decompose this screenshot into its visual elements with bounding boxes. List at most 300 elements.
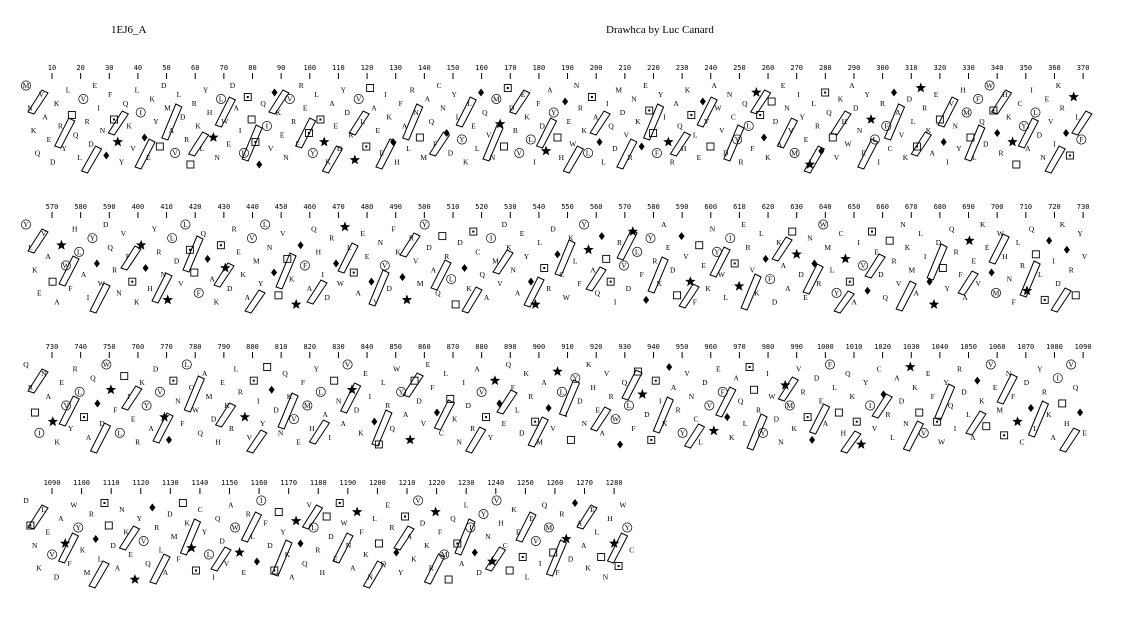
residue-letter: W	[336, 279, 345, 289]
serine-dot	[807, 416, 809, 418]
residue-letter: R	[57, 121, 63, 131]
serine-dot	[113, 119, 115, 121]
residue-letter: A	[785, 283, 791, 293]
residue-letter: A	[289, 572, 295, 582]
residue-letter: Y	[23, 220, 29, 229]
residue-letter: E	[925, 369, 931, 379]
residue-letter: R	[953, 247, 959, 257]
axis-tick-label: 10	[47, 64, 57, 72]
residue-letter: Y	[480, 509, 487, 519]
residue-letter: R	[998, 148, 1004, 158]
residue-letter: I	[605, 99, 609, 108]
proline-star	[113, 137, 124, 147]
residue-letter: F	[113, 405, 118, 415]
residue-letter: R	[408, 233, 414, 243]
residue-letter: L	[528, 135, 534, 144]
residue-letter: F	[1011, 297, 1016, 307]
residue-letter: K	[1046, 410, 1052, 420]
residue-letter: L	[184, 360, 190, 369]
proline-star	[48, 416, 58, 426]
residue-letter: L	[746, 121, 751, 131]
residue-letter: Q	[742, 99, 748, 108]
residue-letter: N	[489, 153, 496, 162]
proline-star	[163, 294, 174, 304]
residue-letter: K	[1059, 220, 1066, 229]
axis-tick-label: 420	[188, 203, 202, 211]
residue-letter: C	[436, 81, 442, 90]
axis-tick-label: 1190	[339, 479, 357, 487]
residue-letter: Y	[459, 135, 465, 144]
serine-dot	[103, 502, 105, 504]
residue-letter: C	[197, 505, 203, 514]
residue-letter: K	[134, 297, 140, 307]
residue-letter: N	[807, 233, 813, 243]
residue-letter: V	[280, 229, 286, 239]
residue-letter: E	[818, 396, 824, 406]
glycine-diamond	[103, 152, 109, 160]
residue-letter: V	[871, 423, 878, 433]
residue-letter: W	[768, 391, 776, 401]
residue-letter: K	[149, 94, 155, 104]
residue-letter: A	[576, 518, 583, 528]
residue-letter: Q	[947, 401, 954, 410]
residue-letter: I	[613, 297, 617, 307]
axis-tick-label: 20	[76, 64, 85, 72]
axis-tick-label: 350	[1019, 64, 1033, 72]
threonine-square	[751, 386, 758, 393]
residue-letter: Y	[89, 233, 96, 243]
axis-tick-label: 930	[618, 343, 632, 351]
proline-star	[1007, 137, 1018, 147]
residue-letter: C	[838, 229, 844, 239]
residue-letter: L	[585, 148, 591, 158]
serine-dot	[485, 416, 487, 418]
glycine-diamond	[572, 499, 578, 507]
residue-letter: D	[219, 536, 225, 546]
hydrophobic-cluster-contour	[927, 244, 947, 280]
residue-letter: R	[577, 103, 583, 113]
axis-tick-label: 720	[1048, 203, 1061, 211]
glycine-diamond	[271, 269, 277, 277]
residue-letter: M	[83, 568, 91, 577]
proline-star	[234, 547, 244, 557]
threonine-square	[500, 143, 507, 150]
serine-dot	[849, 281, 851, 283]
residue-letter: R	[228, 423, 234, 433]
axis-tick-label: 200	[589, 64, 603, 72]
residue-letter: N	[688, 391, 695, 401]
threonine-square	[768, 98, 775, 105]
residue-letter: D	[416, 396, 422, 406]
axis-tick-label: 370	[1076, 64, 1090, 72]
residue-letter: Y	[523, 251, 530, 261]
residue-letter: N	[573, 81, 580, 90]
residue-letter: A	[1025, 144, 1031, 153]
residue-letter: D	[50, 157, 56, 167]
residue-letter: L	[971, 153, 977, 162]
residue-letter: Y	[118, 157, 125, 167]
residue-letter: E	[425, 360, 431, 369]
residue-letter: K	[289, 274, 295, 284]
residue-letter: R	[315, 545, 321, 555]
residue-letter: D	[210, 414, 217, 424]
residue-letter: N	[581, 419, 588, 429]
axis-tick-label: 80	[248, 64, 257, 72]
axis-tick-label: 810	[274, 343, 288, 351]
residue-letter: H	[960, 85, 966, 95]
axis-tick-label: 1110	[102, 479, 120, 487]
proline-star	[352, 507, 363, 517]
residue-letter: K	[36, 563, 42, 573]
serine-dot	[543, 267, 545, 269]
residue-letter: A	[340, 419, 346, 429]
residue-letter: F	[430, 382, 435, 392]
serine-dot	[339, 502, 341, 504]
residue-letter: K	[1005, 112, 1012, 122]
residue-letter: Y	[340, 85, 347, 95]
residue-letter: H	[840, 428, 847, 438]
residue-letter: V	[420, 419, 427, 429]
serine-dot	[871, 231, 873, 233]
proline-star	[1069, 92, 1079, 102]
residue-letter: L	[811, 99, 816, 108]
residue-letter: Q	[450, 514, 456, 523]
glycine-diamond	[472, 549, 478, 557]
residue-letter: M	[786, 401, 794, 410]
glycine-diamond	[94, 259, 100, 267]
residue-letter: K	[452, 414, 458, 424]
threonine-square	[179, 500, 186, 507]
residue-letter: K	[32, 265, 38, 275]
residue-letter: Q	[90, 373, 96, 383]
residue-letter: D	[180, 112, 186, 122]
protein-title: 1EJ6_A	[111, 24, 147, 36]
residue-letter: I	[139, 108, 142, 117]
axis-tick-label: 890	[503, 343, 517, 351]
residue-letter: R	[922, 103, 928, 113]
residue-letter: R	[528, 391, 534, 401]
residue-letter: A	[322, 410, 328, 420]
residue-letter: R	[84, 117, 90, 126]
hydrophobic-cluster-contour	[135, 139, 155, 169]
residue-letter: N	[367, 572, 373, 582]
residue-letter: H	[1002, 90, 1008, 99]
serine-dot	[522, 556, 524, 558]
residue-letter: M	[615, 85, 623, 95]
residue-letter: R	[745, 242, 751, 252]
proline-star	[340, 222, 350, 232]
residue-letter: L	[559, 387, 565, 397]
axis-tick-label: 1220	[428, 479, 446, 487]
residue-letter: K	[849, 391, 855, 401]
residue-letter: K	[424, 541, 430, 550]
residue-letter: R	[389, 523, 395, 532]
residue-letter: F	[510, 382, 515, 392]
axis-tick-label: 290	[847, 64, 861, 72]
serine-dot	[319, 119, 321, 121]
residue-letter: V	[291, 414, 297, 424]
residue-letter: D	[669, 265, 676, 275]
glycine-diamond	[478, 89, 484, 97]
residue-letter: K	[224, 401, 230, 410]
residue-letter: W	[938, 437, 946, 447]
residue-letter: E	[715, 364, 721, 374]
threonine-square	[331, 377, 338, 384]
serine-dot	[195, 570, 197, 572]
residue-letter: A	[541, 378, 547, 388]
axis-tick-label: 1090	[1074, 343, 1092, 351]
residue-letter: W	[62, 261, 70, 270]
residue-letter: F	[654, 148, 660, 158]
residue-letter: Y	[760, 428, 766, 438]
residue-letter: Q	[282, 369, 288, 379]
residue-letter: M	[536, 437, 543, 447]
axis-tick-label: 630	[790, 203, 804, 211]
residue-letter: Y	[75, 523, 81, 532]
axis-tick-label: 1120	[132, 479, 150, 487]
residue-letter: K	[54, 437, 60, 447]
axis-tick-label: 1260	[546, 479, 564, 487]
residue-letter: R	[184, 135, 190, 144]
residue-letter: D	[386, 283, 392, 293]
residue-letter: L	[41, 505, 46, 514]
axis-tick-label: 500	[418, 203, 431, 211]
residue-letter: N	[903, 419, 909, 429]
axis-tick-label: 1020	[874, 343, 892, 351]
residue-letter: A	[894, 373, 900, 383]
residue-letter: L	[829, 265, 835, 275]
residue-letter: K	[979, 220, 986, 229]
residue-letter: A	[514, 288, 521, 298]
residue-letter: I	[923, 251, 927, 261]
residue-letter: R	[156, 247, 162, 257]
residue-letter: W	[97, 279, 105, 289]
threonine-square	[452, 301, 459, 308]
residue-letter: R	[512, 126, 518, 135]
residue-letter: Q	[260, 99, 266, 108]
axis-tick-label: 210	[618, 64, 632, 72]
residue-letter: K	[363, 550, 369, 559]
residue-letter: A	[1050, 432, 1056, 442]
residue-letter: A	[168, 126, 175, 135]
threonine-square	[886, 237, 893, 244]
serine-dot	[618, 565, 620, 567]
proline-star	[552, 366, 562, 376]
residue-letter: L	[1033, 423, 1038, 433]
axis-tick-label: 100	[303, 64, 317, 72]
axis-tick-label: 560	[589, 203, 603, 211]
hydrophobic-cluster-contour	[466, 427, 486, 453]
axis-tick-label: 650	[847, 203, 861, 211]
residue-letter: I	[728, 233, 732, 243]
axis-tick-label: 310	[904, 64, 918, 72]
residue-letter: V	[246, 432, 253, 442]
residue-letter: K	[139, 378, 145, 388]
glycine-diamond	[496, 399, 502, 407]
glycine-diamond	[555, 250, 561, 258]
residue-letter: F	[437, 527, 443, 537]
proline-star	[291, 299, 302, 309]
axis-tick-label: 570	[45, 203, 59, 211]
residue-letter: I	[1053, 139, 1056, 149]
residue-letter: F	[302, 261, 308, 270]
residue-letter: V	[795, 364, 802, 374]
hydrophobic-cluster-contour	[120, 526, 140, 550]
residue-letter: R	[956, 364, 962, 374]
axis-tick-label: 1230	[457, 479, 475, 487]
axis-tick-label: 900	[532, 343, 546, 351]
residue-letter: L	[314, 90, 319, 99]
axis-tick-label: 1040	[931, 343, 949, 351]
threonine-square	[49, 278, 56, 285]
glycine-diamond	[643, 296, 649, 304]
axis-tick-label: 60	[190, 64, 200, 72]
residue-letter: V	[623, 130, 630, 140]
residue-letter: Q	[479, 270, 485, 280]
residue-letter: V	[706, 401, 713, 410]
residue-letter: Y	[833, 288, 840, 298]
residue-letter: F	[639, 270, 644, 280]
residue-letter: E	[595, 405, 600, 415]
residue-letter: V	[749, 265, 756, 275]
residue-letter: E	[36, 288, 42, 298]
residue-letter: I	[565, 410, 568, 420]
axis-tick-label: 340	[990, 64, 1004, 72]
residue-letter: N	[856, 126, 863, 135]
glycine-diamond	[368, 278, 374, 286]
residue-letter: N	[277, 428, 284, 438]
residue-letter: I	[127, 391, 130, 401]
residue-letter: A	[114, 563, 121, 573]
hydrophobic-cluster-contour	[462, 287, 482, 313]
residue-letter: R	[546, 283, 552, 293]
residue-letter: F	[577, 279, 582, 289]
axis-tick-label: 600	[704, 203, 718, 211]
threonine-square	[598, 554, 605, 561]
residue-letter: V	[921, 428, 927, 438]
axis-tick-label: 1160	[250, 479, 268, 487]
residue-letter: L	[467, 99, 472, 108]
threonine-square	[674, 292, 681, 299]
residue-letter: R	[608, 391, 614, 401]
threonine-square	[1032, 251, 1039, 258]
residue-letter: F	[555, 568, 560, 577]
axis-tick-label: 680	[933, 203, 947, 211]
residue-letter: K	[684, 85, 691, 95]
residue-letter: H	[1002, 251, 1008, 261]
residue-letter: M	[416, 279, 424, 289]
residue-letter: A	[962, 292, 968, 302]
residue-letter: Q	[845, 369, 851, 379]
residue-letter: L	[176, 90, 182, 99]
residue-letter: R	[329, 233, 335, 243]
axis-tick-label: 820	[303, 343, 317, 351]
residue-letter: Y	[864, 90, 870, 99]
residue-letter: D	[173, 256, 180, 266]
hydrophobic-cluster-contour	[911, 132, 931, 156]
axis-tick-label: 990	[790, 343, 804, 351]
threonine-square	[554, 134, 561, 141]
residue-letter: D	[798, 270, 804, 280]
axis-tick-label: 790	[217, 343, 231, 351]
residue-letter: Q	[197, 428, 203, 438]
residue-letter: C	[188, 382, 194, 392]
residue-letter: A	[209, 274, 215, 284]
residue-letter: R	[154, 523, 160, 532]
residue-letter: V	[382, 261, 388, 270]
residue-letter: K	[386, 112, 392, 122]
residue-letter: D	[23, 496, 29, 505]
residue-letter: Y	[647, 233, 654, 243]
residue-letter: L	[601, 157, 606, 167]
residue-letter: V	[975, 279, 981, 289]
hydrophobic-cluster-contour	[1051, 288, 1071, 312]
residue-letter: I	[663, 112, 666, 122]
residue-letter: D	[519, 428, 525, 438]
residue-letter: W	[717, 270, 725, 280]
axis-tick-label: 150	[446, 64, 460, 72]
residue-letter: E	[379, 148, 384, 158]
residue-letter: L	[158, 545, 164, 555]
residue-letter: L	[723, 292, 729, 302]
residue-letter: M	[492, 94, 500, 104]
hydrophobic-cluster-contour	[772, 237, 792, 261]
residue-letter: V	[172, 148, 178, 158]
residue-letter: Y	[944, 283, 950, 293]
residue-letter: F	[295, 139, 300, 149]
threonine-square	[506, 567, 513, 574]
threonine-square	[445, 576, 452, 583]
axis-tick-label: 270	[790, 64, 804, 72]
residue-letter: V	[268, 144, 274, 153]
residue-letter: L	[134, 85, 140, 95]
residue-letter: I	[1056, 373, 1059, 383]
residue-letter: L	[910, 117, 916, 126]
residue-letter: K	[395, 247, 401, 257]
residue-letter: E	[933, 90, 939, 99]
residue-letter: A	[45, 251, 51, 261]
residue-letter: D	[419, 518, 426, 528]
serine-dot	[759, 114, 761, 116]
residue-letter: Q	[482, 108, 488, 117]
residue-letter: D	[508, 103, 515, 113]
residue-letter: K	[765, 153, 771, 162]
axis-tick-label: 140	[418, 64, 431, 72]
serine-dot	[824, 92, 826, 94]
residue-letter: N	[778, 437, 784, 447]
residue-letter: I	[1052, 256, 1055, 266]
residue-letter: I	[877, 157, 880, 167]
glycine-diamond	[809, 436, 815, 444]
residue-letter: A	[424, 94, 431, 104]
residue-letter: V	[157, 387, 163, 397]
residue-letter: V	[478, 387, 485, 397]
residue-letter: M	[170, 532, 178, 541]
residue-letter: D	[426, 242, 432, 252]
residue-letter: M	[545, 523, 553, 532]
residue-letter: H	[147, 283, 153, 293]
residue-letter: E	[803, 292, 808, 302]
residue-letter: V	[684, 369, 690, 379]
residue-letter: R	[385, 401, 391, 410]
residue-letter: E	[236, 247, 241, 257]
residue-letter: Q	[302, 559, 308, 568]
residue-letter: L	[1037, 270, 1043, 280]
residue-letter: A	[970, 432, 976, 442]
residue-letter: K	[912, 382, 918, 392]
residue-letter: E	[146, 153, 151, 162]
residue-letter: A	[673, 99, 679, 108]
